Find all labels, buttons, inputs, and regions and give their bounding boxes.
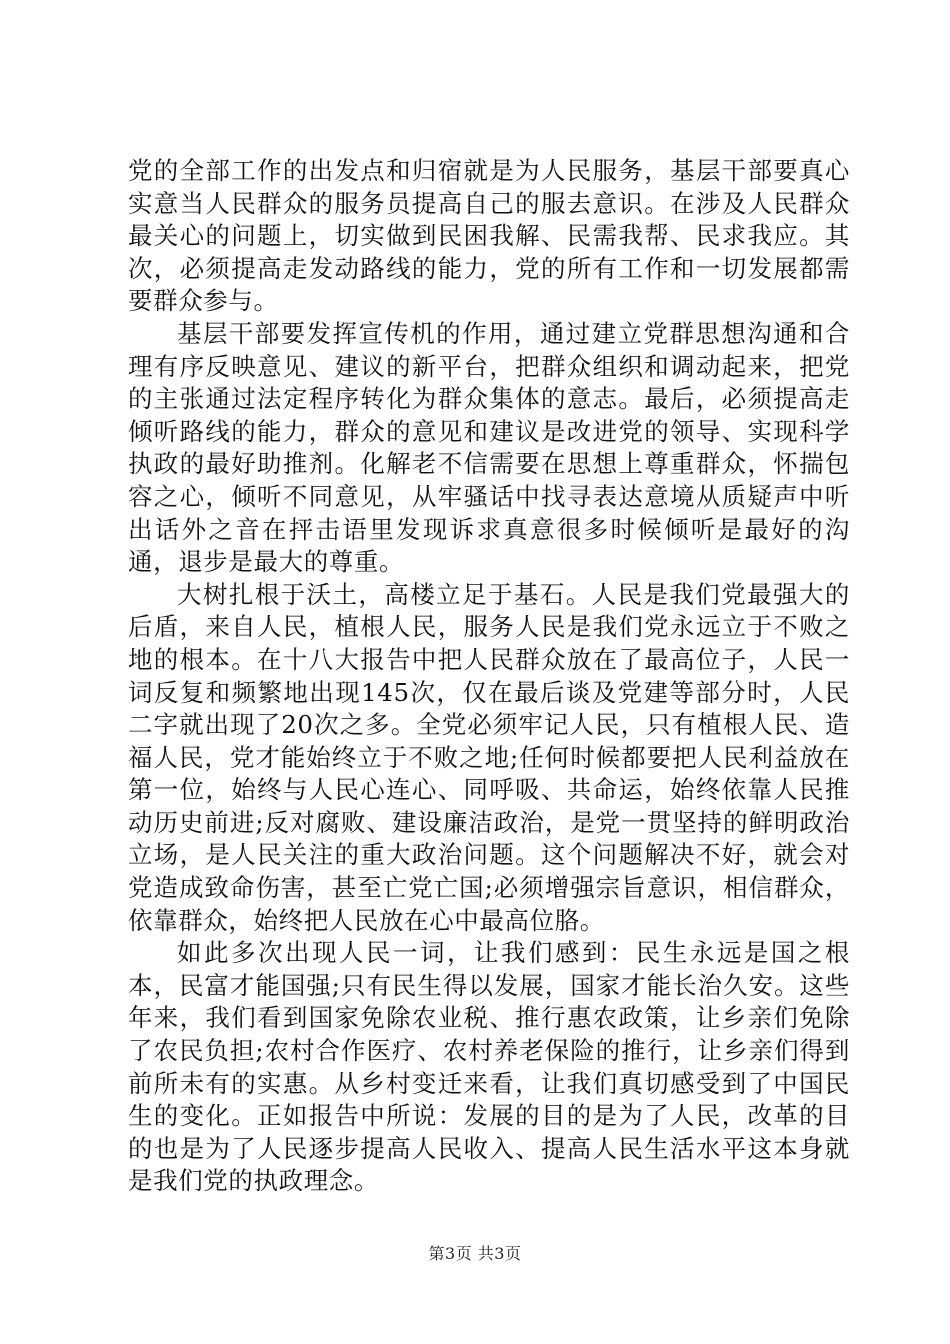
paragraph-1: 党的全部工作的出发点和归宿就是为人民服务，基层干部要真心实意当人民群众的服务员提高自己的服去意识。在涉及人民群众最关心的问题上，切实做到民困我解、民需我帮、民求我应。其次，必须提高走发动路线的能力，党的所有工作和一切发展都需要群众参与。 bbox=[128, 156, 850, 316]
paragraph-3: 大树扎根于沃土，高楼立足于基石。人民是我们党最强大的后盾，来自人民，植根人民，服务人民是我们党永远立于不败之地的根本。在十八大报告中把人民群众放在了最高位子，人民一词反复和频繁地出现145次，仅在最后谈及党建等部分时，人民二字就出现了20次之多。全党必须牢记人民，只有植根人民、造福人民，党才能始终立于不败之地;任何时候都要把人民利益放在第一位，始终与人民心连心、同呼吸、共命运，始终依靠人民推动历史前进;反对腐败、建设廉洁政治，是党一贯坚持的鲜明政治立场，是人民关注的重大政治问题。这个问题解决不好，就会对党造成致命伤害，甚至亡党亡国;必须增强宗旨意识，相信群众，依靠群众，始终把人民放在心中最高位胳。 bbox=[128, 579, 850, 935]
page-number-footer: 第3页 共3页 bbox=[428, 1244, 522, 1263]
document-body bbox=[128, 155, 850, 1198]
paragraph-4: 如此多次出现人民一词，让我们感到：民生永远是国之根本，民富才能国强;只有民生得以发展，国家才能长治久安。这些年来，我们看到国家免除农业税、推行惠农政策，让乡亲们免除了农民负担;农村合作医疗、农村养老保险的推行，让乡亲们得到前所未有的实惠。从乡村变迁来看，让我们真切感受到了中国民生的变化。正如报告中所说：发展的目的是为了人民，改革的目的也是为了人民逐步提高人民收入、提高人民生活水平这本身就是我们党的执政理念。 bbox=[128, 938, 850, 1196]
paragraph-2: 基层干部要发挥宣传机的作用，通过建立党群思想沟通和合理有序反映意见、建议的新平台，把群众组织和调动起来，把党的主张通过法定程序转化为群众集体的意志。最后，必须提高走倾听路线的能力，群众的意见和建议是改进党的领导、实现科学执政的最好助推剂。化解老不信需要在思想上尊重群众，怀揣包容之心，倾听不同意见，从牢骚话中找寻表达意境从质疑声中听出话外之音在抨击语里发现诉求真意很多时候倾听是最好的沟通，退步是最大的尊重。 bbox=[128, 318, 850, 577]
